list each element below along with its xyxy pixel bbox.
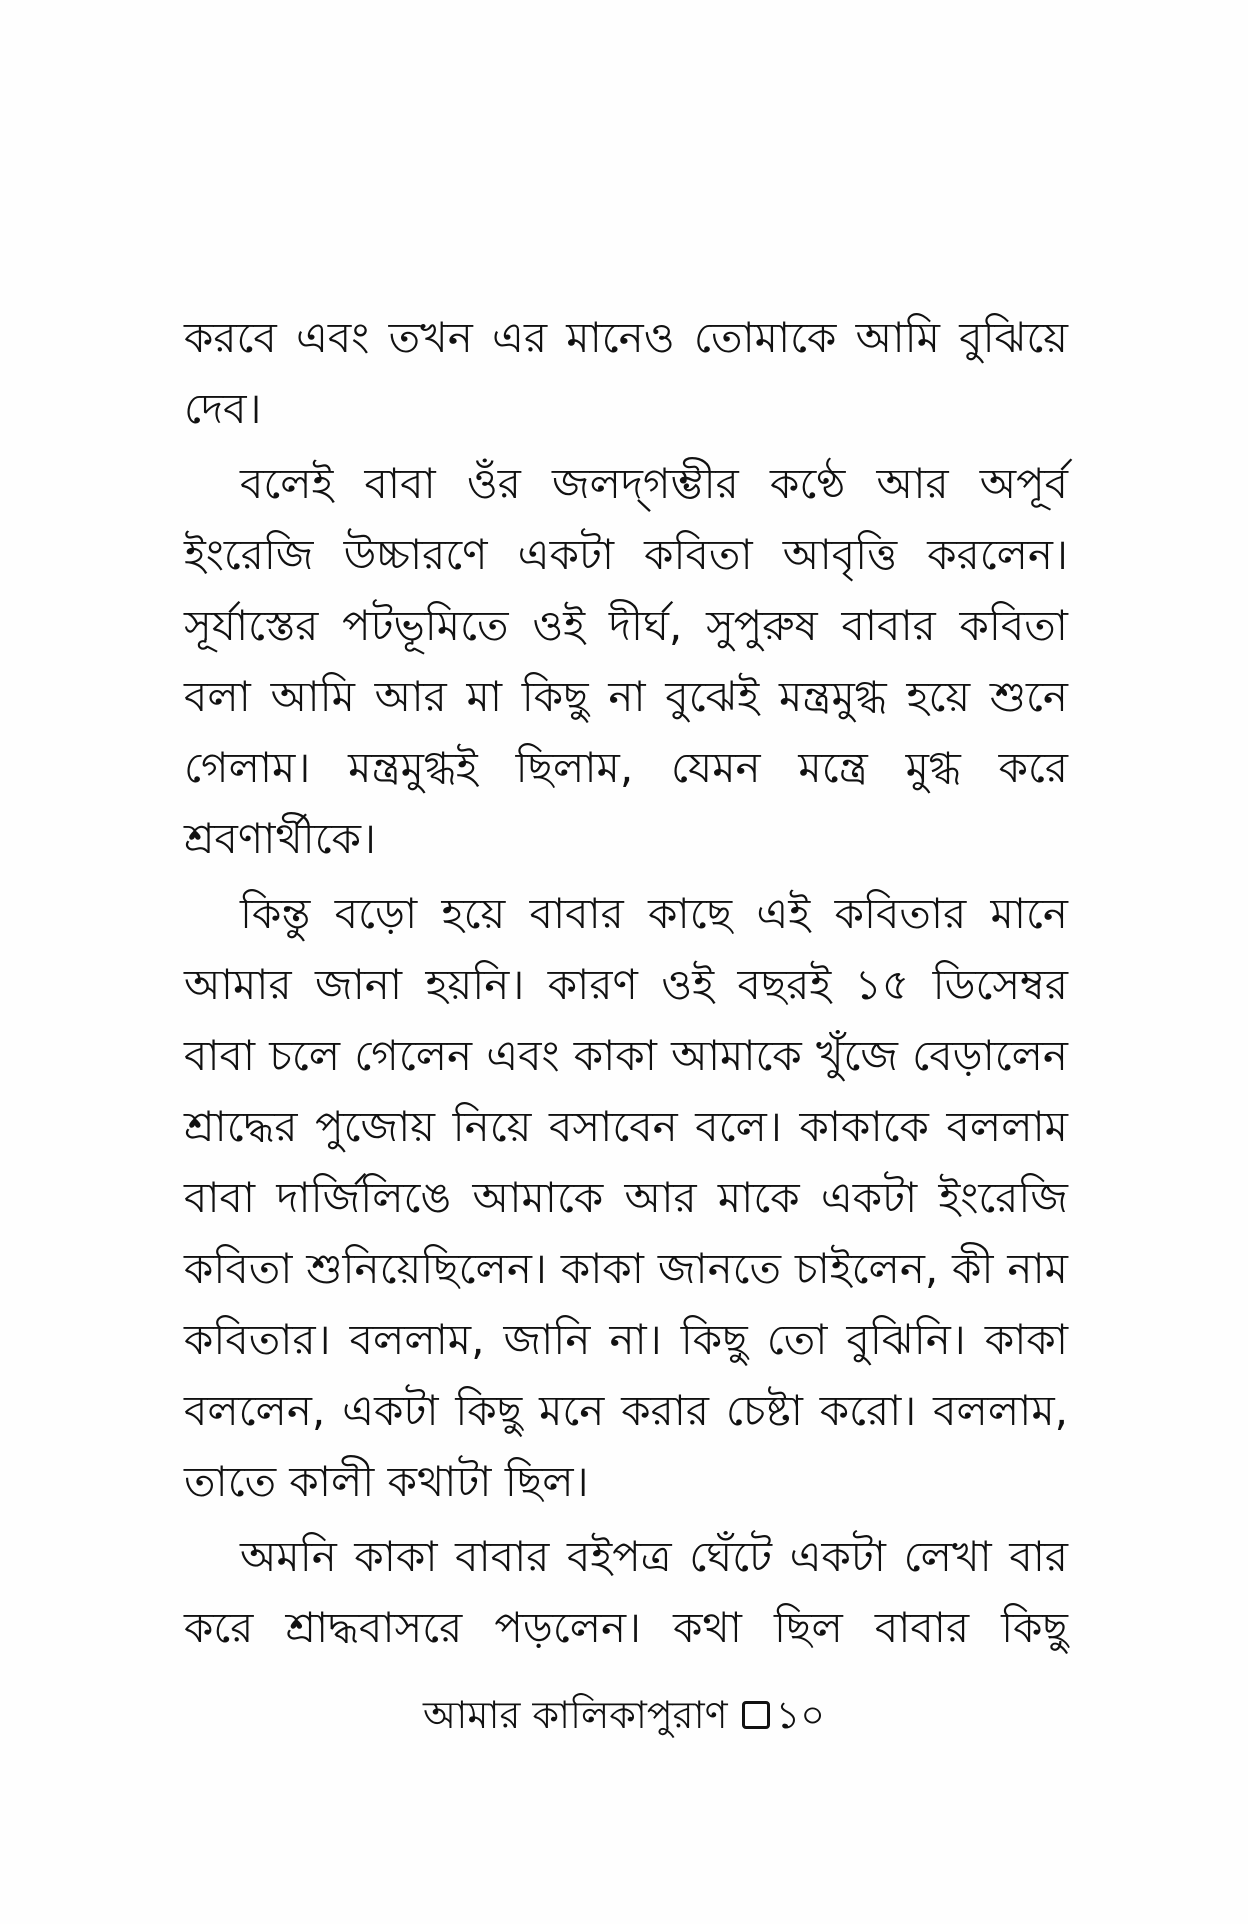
book-title: আমার কালিকাপুরাণ [423,1693,728,1737]
text-line: আমার জানা হয়নি। কারণ ওই বছরই ১৫ ডিসেম্বর [184,960,1068,1009]
text-line: তাতে কালী কথাটা ছিল। [184,1457,589,1506]
text-line: বললেন, একটা কিছু মনে করার চেষ্টা করো। বললাম, [184,1386,1068,1435]
page-footer [0,1690,1248,1740]
text-line: শ্রাদ্ধের পুজোয় নিয়ে বসাবেন বলে। কাকাকে বললাম [184,1102,1068,1151]
page-number: ১০ [775,1693,825,1737]
text-line: দেব। [184,384,262,433]
text-line: কবিতার। বললাম, জানি না। কিছু তো বুঝিনি। কাকা [184,1315,1068,1364]
text-line: বলা আমি আর মা কিছু না বুঝেই মন্ত্রমুগ্ধ হয়ে শুনে [184,672,1068,721]
text-line: কবিতা শুনিয়েছিলেন। কাকা জানতে চাইলেন, কী নাম [184,1244,1068,1293]
text-line: বাবা চলে গেলেন এবং কাকা আমাকে খুঁজে বেড়ালেন [184,1031,1068,1080]
text-line: করে শ্রাদ্ধবাসরে পড়লেন। কথা ছিল বাবার কিছু [184,1603,1068,1652]
text-line: শ্রবণার্থীকে। [184,814,376,863]
box-separator-icon [742,1701,770,1729]
text-line: ইংরেজি উচ্চারণে একটা কবিতা আবৃত্তি করলেন। [184,530,1068,579]
text-line: বলেই বাবা ওঁর জলদ্‌গম্ভীর কণ্ঠে আর অপূর্ব [240,459,1068,508]
text-line: কিন্তু বড়ো হয়ে বাবার কাছে এই কবিতার মানে [240,889,1068,938]
text-line: অমনি কাকা বাবার বইপত্র ঘেঁটে একটা লেখা বার [240,1532,1068,1581]
text-line: করবে এবং তখন এর মানেও তোমাকে আমি বুঝিয়ে [184,313,1068,362]
text-line: সূর্যাস্তের পটভূমিতে ওই দীর্ঘ, সুপুরুষ বাবার কবিতা [184,601,1068,650]
body-text [184,302,1068,1663]
text-line: বাবা দার্জিলিঙে আমাকে আর মাকে একটা ইংরেজি [184,1173,1068,1222]
text-line: গেলাম। মন্ত্রমুগ্ধই ছিলাম, যেমন মন্ত্রে মুগ্ধ করে [184,743,1068,792]
